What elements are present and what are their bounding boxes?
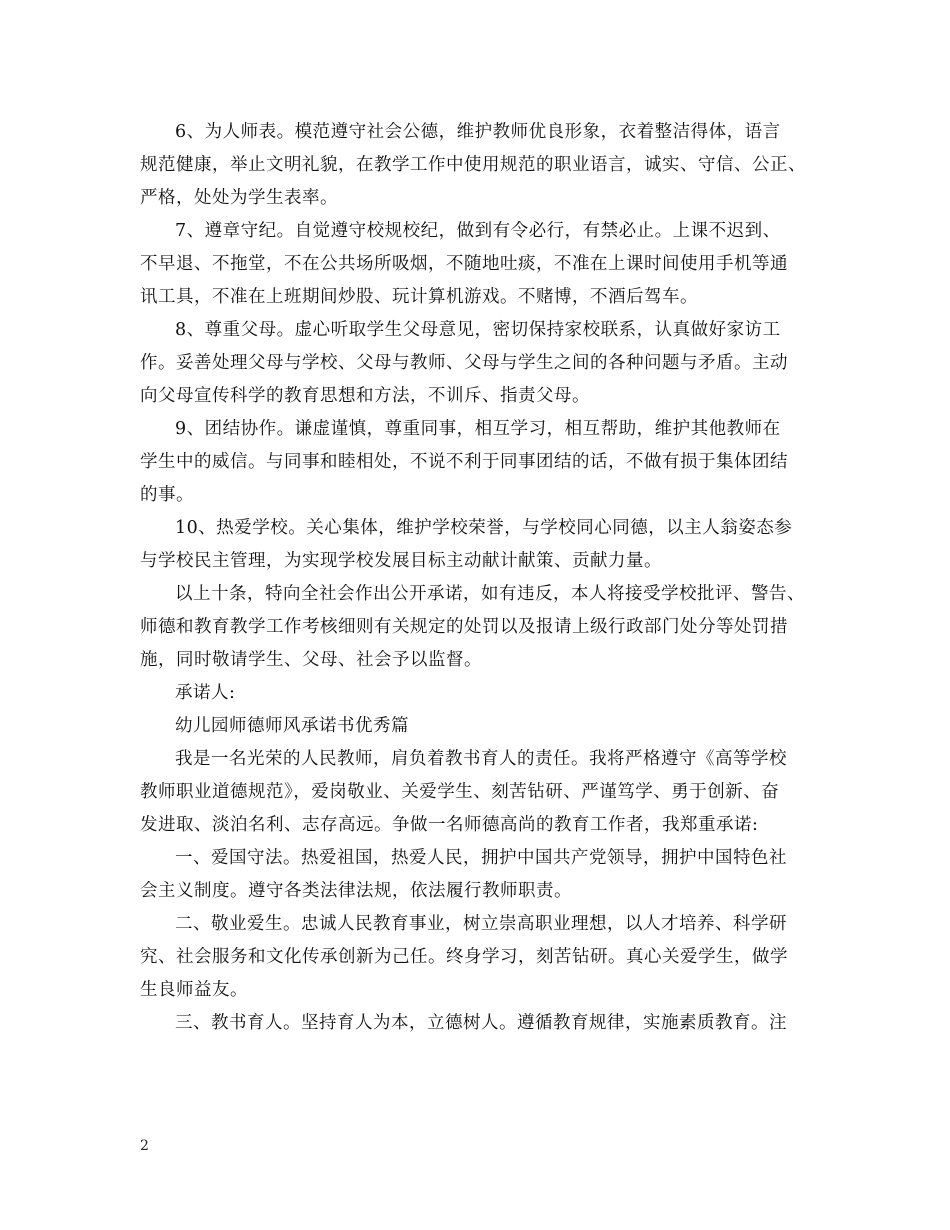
text-line: 规范健康，举止文明礼貌，在教学工作中使用规范的职业语言，诚实、守信、公正、 <box>140 155 806 175</box>
text-line: 发进取、淡泊名利、志存高远。争做一名师德高尚的教育工作者，我郑重承诺: <box>140 815 759 835</box>
paragraph-item-7 <box>140 215 810 314</box>
text-line: 的事。 <box>140 485 194 505</box>
text-line: 承诺人: <box>175 683 236 703</box>
document-body <box>140 116 810 1040</box>
paragraph-pledge-statement <box>140 578 810 677</box>
text-line: 以上十条，特向全社会作出公开承诺，如有违反，本人将接受学校批评、警告、 <box>175 584 805 604</box>
paragraph-pledge-1 <box>140 842 810 908</box>
text-line: 会主义制度。遵守各类法律法规，依法履行教师职责。 <box>140 881 572 901</box>
paragraph-item-9 <box>140 413 810 512</box>
text-line: 生良师益友。 <box>140 980 248 1000</box>
text-line: 与学校民主管理，为实现学校发展目标主动献计献策、贡献力量。 <box>140 551 662 571</box>
text-line: 教师职业道德规范》，爱岗敬业、关爱学生、刻苦钻研、严谨笃学、勇于创新、奋 <box>140 782 780 802</box>
text-line: 9、团结协作。谦虚谨慎，尊重同事，相互学习，相互帮助，维护其他教师在 <box>175 419 781 439</box>
text-line: 6、为人师表。模范遵守社会公德，维护教师优良形象，衣着整洁得体，语言 <box>175 122 781 142</box>
text-line: 师德和教育教学工作考核细则有关规定的处罚以及报请上级行政部门处分等处罚措 <box>140 617 788 637</box>
text-line: 一、爱国守法。热爱祖国，热爱人民，拥护中国共产党领导，拥护中国特色社 <box>175 848 787 868</box>
paragraph-item-10 <box>140 512 810 578</box>
text-line: 作。妥善处理父母与学校、父母与教师、父母与学生之间的各种问题与矛盾。主动 <box>140 353 788 373</box>
page-number: 2 <box>140 1138 149 1154</box>
text-line: 学生中的威信。与同事和睦相处，不说不利于同事团结的话，不做有损于集体团结 <box>140 452 788 472</box>
text-line: 究、社会服务和文化传承创新为己任。终身学习，刻苦钻研。真心关爱学生，做学 <box>140 947 788 967</box>
text-line: 7、遵章守纪。自觉遵守校规校纪，做到有令必行，有禁必止。上课不迟到、 <box>175 221 781 241</box>
text-line: 不早退、不拖堂，不在公共场所吸烟，不随地吐痰，不准在上课时间使用手机等通 <box>140 254 788 274</box>
text-line: 严格，处处为学生表率。 <box>140 188 338 208</box>
text-line: 8、尊重父母。虚心听取学生父母意见，密切保持家校联系，认真做好家访工 <box>175 320 781 340</box>
paragraph-item-6 <box>140 116 810 215</box>
text-line: 三、教书育人。坚持育人为本，立德树人。遵循教育规律，实施素质教育。注 <box>175 1013 787 1033</box>
text-line: 幼儿园师德师风承诺书优秀篇 <box>175 716 409 736</box>
text-line: 向父母宣传科学的教育思想和方法，不训斥、指责父母。 <box>140 386 590 406</box>
text-line: 10、热爱学校。关心集体，维护学校荣誉，与学校同心同德，以主人翁姿态参 <box>175 518 793 538</box>
paragraph-intro <box>140 743 810 842</box>
paragraph-item-8 <box>140 314 810 413</box>
text-line: 二、敬业爱生。忠诚人民教育事业，树立崇高职业理想，以人才培养、科学研 <box>175 914 787 934</box>
paragraph-pledge-2 <box>140 908 810 1007</box>
text-line: 施，同时敬请学生、父母、社会予以监督。 <box>140 650 482 670</box>
text-line: 讯工具，不准在上班期间炒股、玩计算机游戏。不赌博，不酒后驾车。 <box>140 287 698 307</box>
signature-label <box>140 677 810 710</box>
section-title <box>140 710 810 743</box>
text-line: 我是一名光荣的人民教师，肩负着教书育人的责任。我将严格遵守《高等学校 <box>175 749 787 769</box>
paragraph-pledge-3 <box>140 1007 810 1040</box>
